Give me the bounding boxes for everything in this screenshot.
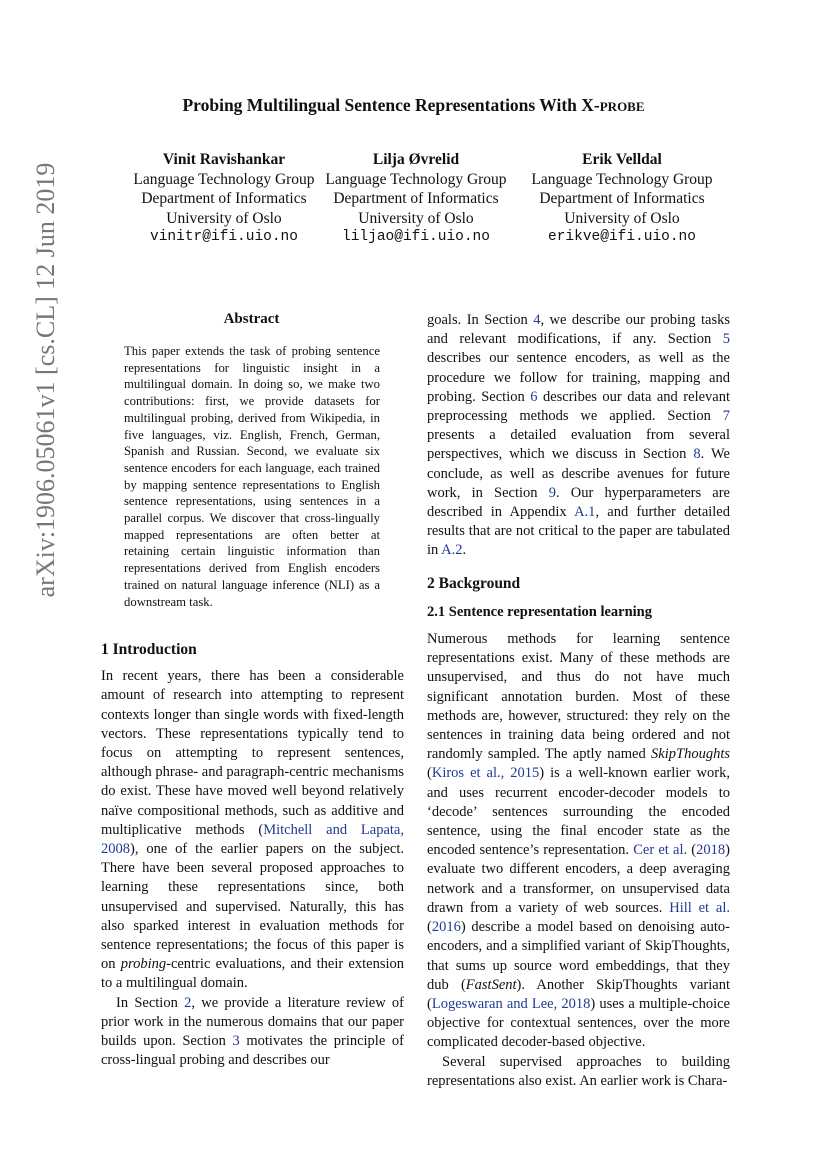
author-dept: Department of Informatics: [539, 190, 705, 207]
abstract-heading: Abstract: [223, 311, 280, 327]
author-uni: University of Oslo: [358, 209, 474, 227]
reference-link[interactable]: 4: [533, 312, 541, 328]
reference-link[interactable]: 2018: [696, 842, 726, 859]
body-text: describes our sentence encoders, as well as the procedure we follow for training, mapping and probing. Section: [427, 350, 730, 405]
body-text: ). Another SkipThoughts variant (: [427, 976, 730, 1012]
body-text: ) is a well-known earlier work, and uses recurrent encoder-decoder models to ‘decode’ sentences surrounding the encoded sentence, using the final encoder state as the encoded sentence’s representation.: [427, 765, 730, 859]
emphasis-text: FastSent: [465, 976, 517, 993]
author-email: erikve@ifi.uio.no: [548, 229, 696, 245]
body-text: Numerous methods for learning sentence representations exist. Many of these methods are unsupervised, and thus do not have much significant annotation burden. Most of these methods are, however, structured: they rely on the sentences in training data being ordered and not randomly sampled. The aptly named: [427, 631, 730, 763]
reference-link[interactable]: Kiros et al., 2015: [431, 765, 540, 782]
body-text: ) describe a model based on denoising auto-encoders, and a simplified variant of SkipThoughts, that sums up source word embeddings, that they dub (: [427, 919, 730, 993]
abstract-text: This paper extends the task of probing sentence representations for linguistic insight in a multilingual domain. In doing so, we make two contributions: first, we provide datasets for multilingual probing, derived from Wikipedia, in five languages, viz. English, French, German, Spanish and Russian. Second, we evaluate six sentence encoders for each language, each trained by mapping sentence representations to English sentence representations, using sentences in a parallel corpus. We discover that cross-lingually mapped representations are often better at retaining certain linguistic information than representations derived from English encoders trained on natural language inference (NLI) as a downstream task.: [124, 344, 380, 609]
body-text: (: [427, 919, 432, 936]
reference-link[interactable]: 7: [722, 408, 730, 425]
author-name: Erik Velldal: [582, 151, 662, 168]
reference-link[interactable]: 9: [548, 484, 556, 501]
intro-paragraph-2: In Section 2, we provide a literature review of prior work in the numerous domains that our paper builds upon. Section 3 motivates the principle of cross-lingual probing and describes our: [101, 994, 404, 1069]
author-group: Language Technology Group: [531, 170, 713, 188]
author-group: Language Technology Group: [325, 170, 507, 188]
reference-link[interactable]: Cer et al.: [633, 842, 688, 859]
section-heading-background: 2 Background: [427, 574, 521, 592]
section-ref-link[interactable]: 2: [184, 994, 192, 1011]
author-block: [520, 150, 724, 248]
author-email: vinitr@ifi.uio.no: [150, 229, 298, 245]
intro-paragraph-1: In recent years, there has been a considerable amount of research into attempting to represent contexts longer than single words with fixed-length vectors. These representations typically tend to focus on attempting to represent sentences, although phrase- and paragraph-centric mechanisms do exist. These have moved well beyond relatively naïve compositional methods, such as additive and multiplicative methods (Mitchell and Lapata, 2008), one of the earlier papers on the subject. There have been several proposed approaches to learning these representations since, both unsupervised and supervised. Naturally, this has also sparked interest in evaluation methods for sentence representations; the focus of this paper is on probing-centric evaluations, and their extension to a multilingual domain.: [101, 668, 404, 992]
right-column: [427, 311, 730, 1091]
body-text: presents a detailed evaluation from several perspectives, which we discuss in Section: [427, 427, 730, 463]
body-text: (: [427, 765, 432, 782]
subsection-heading: 2.1 Sentence representation learning: [427, 603, 652, 620]
author-dept: Department of Informatics: [141, 190, 307, 207]
body-text: , we describe our probing tasks and relevant modifications, if any. Section: [427, 312, 730, 348]
body-text: .: [462, 542, 467, 559]
reference-link[interactable]: Logeswaran and Lee, 2018: [431, 995, 591, 1012]
body-text: . Our hyperparameters are described in Appendix: [427, 484, 730, 521]
body-text: describes our data and relevant preprocessing methods we applied. Section: [427, 388, 730, 425]
background-paragraph-2: Several supervised approaches to building representations also exist. An earlier work is Chara-: [427, 1053, 730, 1089]
author-name: Lilja Øvrelid: [372, 151, 460, 168]
section-ref-link[interactable]: 3: [232, 1033, 240, 1050]
author-block: [107, 150, 341, 248]
author-dept: Department of Informatics: [333, 190, 499, 207]
reference-link[interactable]: 2016: [431, 919, 461, 936]
emphasis-text: SkipThoughts: [651, 746, 730, 763]
reference-link[interactable]: Hill et al.: [669, 899, 730, 916]
reference-link[interactable]: 6: [530, 388, 538, 405]
body-text: , and further detailed results that are not critical to the paper are tabulated in: [427, 504, 730, 559]
reference-link[interactable]: 5: [722, 331, 730, 348]
section-heading-introduction: 1 Introduction: [101, 641, 197, 658]
author-email: liljao@ifi.uio.no: [342, 229, 490, 245]
author-block: [316, 150, 516, 248]
paper-title: Probing Multilingual Sentence Representations With X-PROBE: [182, 95, 645, 115]
body-text: (: [687, 842, 697, 859]
body-text: ) evaluate two different encoders, a deep averaging network and a transformer, on unsupervised data drawn from a variety of web sources.: [427, 842, 730, 916]
reference-link[interactable]: A.2: [441, 542, 463, 559]
arxiv-watermark: arXiv:1906.05061v1 [cs.CL] 12 Jun 2019: [31, 162, 60, 598]
left-column: [101, 640, 404, 1070]
author-group: Language Technology Group: [133, 170, 315, 188]
author-uni: University of Oslo: [166, 209, 282, 227]
intro-paragraph-continued: [427, 311, 730, 561]
reference-link[interactable]: 8: [693, 446, 701, 463]
reference-link[interactable]: A.1: [574, 504, 596, 521]
author-uni: University of Oslo: [564, 209, 680, 227]
body-text: . We conclude, as well as describe avenues for future work, in Section: [427, 446, 730, 501]
body-text: goals. In Section: [427, 312, 534, 328]
body-text: ) uses a multiple-choice objective for contextual sentences, over the more complicated decoder-based objective.: [427, 995, 730, 1051]
author-name: Vinit Ravishankar: [162, 151, 286, 168]
citation-link[interactable]: Mitchell and Lapata, 2008: [101, 821, 404, 858]
background-paragraph-1: [427, 630, 730, 1052]
